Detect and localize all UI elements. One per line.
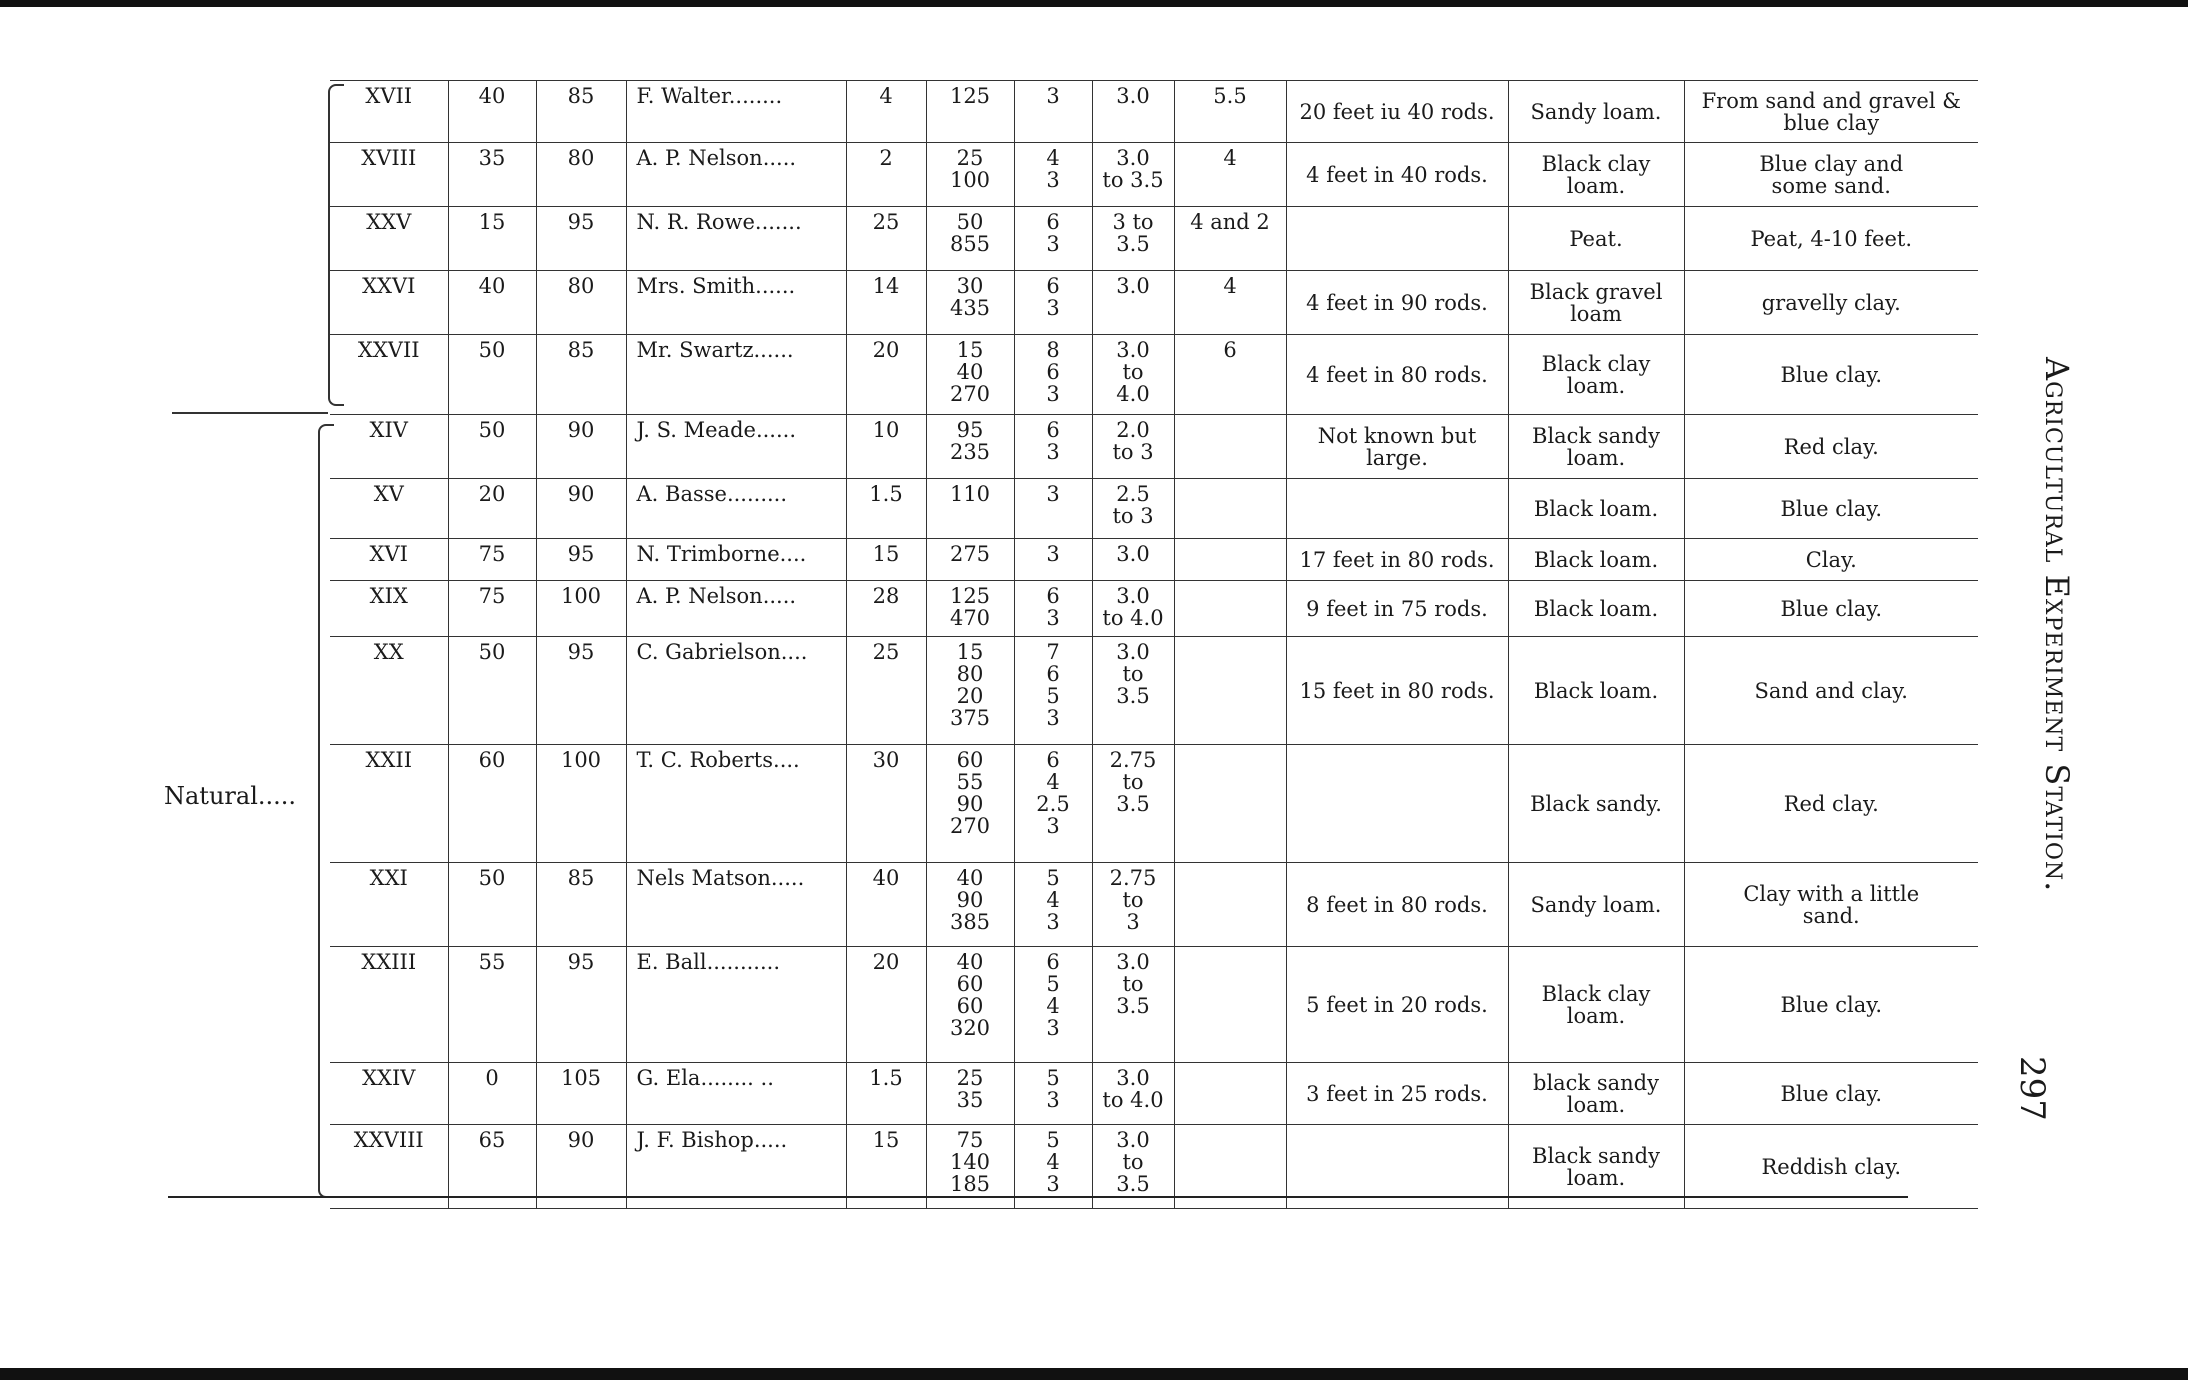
value-cell: 30 (846, 745, 926, 863)
subsoil-cell: Blue clay. (1684, 1063, 1978, 1125)
table-row (330, 143, 1978, 207)
fall-cell (1286, 479, 1508, 539)
value-cell: 30 435 (926, 271, 1014, 335)
soil-cell: Sandy loam. (1508, 81, 1684, 143)
value-cell: 15 40 270 (926, 335, 1014, 415)
value-cell: 5 3 (1014, 1063, 1092, 1125)
value-cell: 40 (448, 81, 536, 143)
experiment-number-cell: XIX (330, 581, 448, 637)
table-row (330, 745, 1978, 863)
owner-name-cell: T. C. Roberts.... (626, 745, 846, 863)
soil-cell: Black loam. (1508, 581, 1684, 637)
value-cell: 14 (846, 271, 926, 335)
experiment-number-cell: XV (330, 479, 448, 539)
value-cell: 85 (536, 863, 626, 947)
value-cell: 50 (448, 637, 536, 745)
fall-cell: 9 feet in 75 rods. (1286, 581, 1508, 637)
value-cell: 25 100 (926, 143, 1014, 207)
value-cell: 15 80 20 375 (926, 637, 1014, 745)
soil-cell: Black loam. (1508, 539, 1684, 581)
value-cell: 3.0 (1092, 271, 1174, 335)
table-row (330, 863, 1978, 947)
owner-name-cell: A. P. Nelson..... (626, 581, 846, 637)
value-cell: 8 6 3 (1014, 335, 1092, 415)
value-cell: 4 (846, 81, 926, 143)
owner-name-cell: G. Ela........ .. (626, 1063, 846, 1125)
top-scan-border (0, 0, 2188, 7)
owner-name-cell: F. Walter........ (626, 81, 846, 143)
table-row (330, 581, 1978, 637)
value-cell: 40 (448, 271, 536, 335)
value-cell: 6 (1174, 335, 1286, 415)
value-cell: 35 (448, 143, 536, 207)
value-cell: 55 (448, 947, 536, 1063)
soil-cell: Black sandy loam. (1508, 415, 1684, 479)
running-head (2035, 295, 2079, 955)
value-cell: 15 (846, 1125, 926, 1209)
value-cell: 95 (536, 637, 626, 745)
value-cell: 3.0 (1092, 81, 1174, 143)
value-cell: 105 (536, 1063, 626, 1125)
table-row (330, 81, 1978, 143)
fall-cell: 4 feet in 80 rods. (1286, 335, 1508, 415)
value-cell: 125 (926, 81, 1014, 143)
owner-name-cell: A. P. Nelson..... (626, 143, 846, 207)
soil-cell: Black clay loam. (1508, 143, 1684, 207)
value-cell: 95 (536, 947, 626, 1063)
fall-cell: 4 feet in 90 rods. (1286, 271, 1508, 335)
value-cell: 275 (926, 539, 1014, 581)
value-cell: 40 60 60 320 (926, 947, 1014, 1063)
value-cell (1174, 745, 1286, 863)
value-cell: 60 55 90 270 (926, 745, 1014, 863)
subsoil-cell: Blue clay. (1684, 581, 1978, 637)
table-row (330, 1063, 1978, 1125)
value-cell: 3.0 to 3.5 (1092, 637, 1174, 745)
value-cell: 5 4 3 (1014, 1125, 1092, 1209)
value-cell: 90 (536, 415, 626, 479)
fall-cell: 5 feet in 20 rods. (1286, 947, 1508, 1063)
page-number (2002, 1055, 2062, 1121)
value-cell: 50 (448, 415, 536, 479)
value-cell (1174, 479, 1286, 539)
value-cell: 6 3 (1014, 207, 1092, 271)
value-cell: 5.5 (1174, 81, 1286, 143)
experiment-number-cell: XVI (330, 539, 448, 581)
value-cell: 90 (536, 479, 626, 539)
value-cell: 3.0 to 3.5 (1092, 947, 1174, 1063)
soil-cell: Peat. (1508, 207, 1684, 271)
subsoil-cell: Clay. (1684, 539, 1978, 581)
stub-label: Natural..... (164, 782, 297, 810)
table-bottom-rule (168, 1196, 1908, 1198)
owner-name-cell: E. Ball........... (626, 947, 846, 1063)
value-cell: 0 (448, 1063, 536, 1125)
value-cell: 4 (1174, 143, 1286, 207)
soil-cell: Black clay loam. (1508, 335, 1684, 415)
value-cell: 40 90 385 (926, 863, 1014, 947)
value-cell: 2 (846, 143, 926, 207)
value-cell: 20 (846, 335, 926, 415)
page-number-text: 297 (2012, 1055, 2052, 1121)
owner-name-cell: A. Basse......... (626, 479, 846, 539)
value-cell: 65 (448, 1125, 536, 1209)
value-cell: 15 (846, 539, 926, 581)
subsoil-cell: Clay with a little sand. (1684, 863, 1978, 947)
owner-name-cell: Nels Matson..... (626, 863, 846, 947)
value-cell: 100 (536, 581, 626, 637)
value-cell: 80 (536, 271, 626, 335)
value-cell (1174, 947, 1286, 1063)
value-cell: 3 to 3.5 (1092, 207, 1174, 271)
value-cell: 6 3 (1014, 415, 1092, 479)
value-cell: 80 (536, 143, 626, 207)
fall-cell: 3 feet in 25 rods. (1286, 1063, 1508, 1125)
value-cell (1174, 539, 1286, 581)
value-cell: 50 (448, 335, 536, 415)
value-cell: 2.75 to 3.5 (1092, 745, 1174, 863)
fall-cell: 8 feet in 80 rods. (1286, 863, 1508, 947)
soil-cell: black sandy loam. (1508, 1063, 1684, 1125)
soil-cell: Sandy loam. (1508, 863, 1684, 947)
value-cell: 110 (926, 479, 1014, 539)
value-cell (1174, 863, 1286, 947)
value-cell: 3 (1014, 539, 1092, 581)
soil-cell: Black sandy. (1508, 745, 1684, 863)
value-cell: 50 (448, 863, 536, 947)
fall-cell: 15 feet in 80 rods. (1286, 637, 1508, 745)
value-cell: 3.0 to 3.5 (1092, 143, 1174, 207)
table-row (330, 271, 1978, 335)
value-cell: 2.5 to 3 (1092, 479, 1174, 539)
value-cell: 75 (448, 581, 536, 637)
fall-cell: 17 feet in 80 rods. (1286, 539, 1508, 581)
experiment-number-cell: XXVI (330, 271, 448, 335)
value-cell: 85 (536, 81, 626, 143)
experiment-number-cell: XXII (330, 745, 448, 863)
value-cell: 3.0 to 3.5 (1092, 1125, 1174, 1209)
soil-cell: Black sandy loam. (1508, 1125, 1684, 1209)
value-cell: 6 3 (1014, 271, 1092, 335)
value-cell: 25 (846, 207, 926, 271)
value-cell: 1.5 (846, 479, 926, 539)
value-cell: 1.5 (846, 1063, 926, 1125)
value-cell: 4 (1174, 271, 1286, 335)
value-cell (1174, 1063, 1286, 1125)
table-row (330, 539, 1978, 581)
value-cell: 2.0 to 3 (1092, 415, 1174, 479)
value-cell: 3.0 (1092, 539, 1174, 581)
value-cell: 50 855 (926, 207, 1014, 271)
value-cell: 40 (846, 863, 926, 947)
experiment-number-cell: XX (330, 637, 448, 745)
subsoil-cell: Peat, 4-10 feet. (1684, 207, 1978, 271)
soil-cell: Black loam. (1508, 637, 1684, 745)
value-cell: 3 (1014, 479, 1092, 539)
table-row (330, 335, 1978, 415)
value-cell: 125 470 (926, 581, 1014, 637)
value-cell (1174, 581, 1286, 637)
table-row (330, 415, 1978, 479)
value-cell (1174, 415, 1286, 479)
value-cell: 25 (846, 637, 926, 745)
owner-name-cell: N. Trimborne.... (626, 539, 846, 581)
soil-cell: Black clay loam. (1508, 947, 1684, 1063)
fall-cell: 4 feet in 40 rods. (1286, 143, 1508, 207)
value-cell: 90 (536, 1125, 626, 1209)
value-cell: 28 (846, 581, 926, 637)
owner-name-cell: J. F. Bishop..... (626, 1125, 846, 1209)
fall-cell (1286, 745, 1508, 863)
soil-cell: Black loam. (1508, 479, 1684, 539)
value-cell: 95 (536, 207, 626, 271)
value-cell: 6 3 (1014, 581, 1092, 637)
table-row (330, 947, 1978, 1063)
value-cell: 10 (846, 415, 926, 479)
owner-name-cell: C. Gabrielson.... (626, 637, 846, 745)
value-cell: 4 3 (1014, 143, 1092, 207)
value-cell: 6 5 4 3 (1014, 947, 1092, 1063)
value-cell: 20 (448, 479, 536, 539)
experiment-number-cell: XXVIII (330, 1125, 448, 1209)
value-cell: 7 6 5 3 (1014, 637, 1092, 745)
subsoil-cell: From sand and gravel & blue clay (1684, 81, 1978, 143)
experiment-number-cell: XXI (330, 863, 448, 947)
fall-cell: 20 feet iu 40 rods. (1286, 81, 1508, 143)
fall-cell: Not known but large. (1286, 415, 1508, 479)
value-cell: 6 4 2.5 3 (1014, 745, 1092, 863)
value-cell: 85 (536, 335, 626, 415)
value-cell: 75 140 185 (926, 1125, 1014, 1209)
experiment-number-cell: XXIV (330, 1063, 448, 1125)
table-row (330, 637, 1978, 745)
experiment-number-cell: XVII (330, 81, 448, 143)
subsoil-cell: Sand and clay. (1684, 637, 1978, 745)
value-cell: 95 (536, 539, 626, 581)
owner-name-cell: Mrs. Smith...... (626, 271, 846, 335)
value-cell: 75 (448, 539, 536, 581)
value-cell: 100 (536, 745, 626, 863)
table-row (330, 479, 1978, 539)
subsoil-cell: Red clay. (1684, 415, 1978, 479)
experiment-number-cell: XIV (330, 415, 448, 479)
value-cell (1174, 637, 1286, 745)
subsoil-cell: Reddish clay. (1684, 1125, 1978, 1209)
value-cell: 4 and 2 (1174, 207, 1286, 271)
subsoil-cell: Blue clay and some sand. (1684, 143, 1978, 207)
subsoil-cell: Blue clay. (1684, 335, 1978, 415)
subsoil-cell: Red clay. (1684, 745, 1978, 863)
subsoil-cell: gravelly clay. (1684, 271, 1978, 335)
value-cell: 3.0 to 4.0 (1092, 581, 1174, 637)
table-row (330, 207, 1978, 271)
experiment-number-cell: XVIII (330, 143, 448, 207)
value-cell: 15 (448, 207, 536, 271)
subsoil-cell: Blue clay. (1684, 947, 1978, 1063)
value-cell: 3 (1014, 81, 1092, 143)
subsoil-cell: Blue clay. (1684, 479, 1978, 539)
experiment-number-cell: XXVII (330, 335, 448, 415)
owner-name-cell: N. R. Rowe....... (626, 207, 846, 271)
value-cell: 20 (846, 947, 926, 1063)
value-cell: 5 4 3 (1014, 863, 1092, 947)
drainage-table (330, 80, 1978, 1195)
soil-cell: Black gravel loam (1508, 271, 1684, 335)
bottom-scan-border (0, 1368, 2188, 1380)
value-cell: 3.0 to 4.0 (1092, 335, 1174, 415)
fall-cell (1286, 207, 1508, 271)
stub-divider-rule (172, 412, 328, 414)
experiment-number-cell: XXV (330, 207, 448, 271)
owner-name-cell: Mr. Swartz...... (626, 335, 846, 415)
value-cell: 3.0 to 4.0 (1092, 1063, 1174, 1125)
value-cell: 2.75 to 3 (1092, 863, 1174, 947)
owner-name-cell: J. S. Meade...... (626, 415, 846, 479)
value-cell: 95 235 (926, 415, 1014, 479)
value-cell: 60 (448, 745, 536, 863)
experiment-number-cell: XXIII (330, 947, 448, 1063)
running-head-text: Agricultural Experiment Station. (2038, 357, 2076, 893)
value-cell: 25 35 (926, 1063, 1014, 1125)
